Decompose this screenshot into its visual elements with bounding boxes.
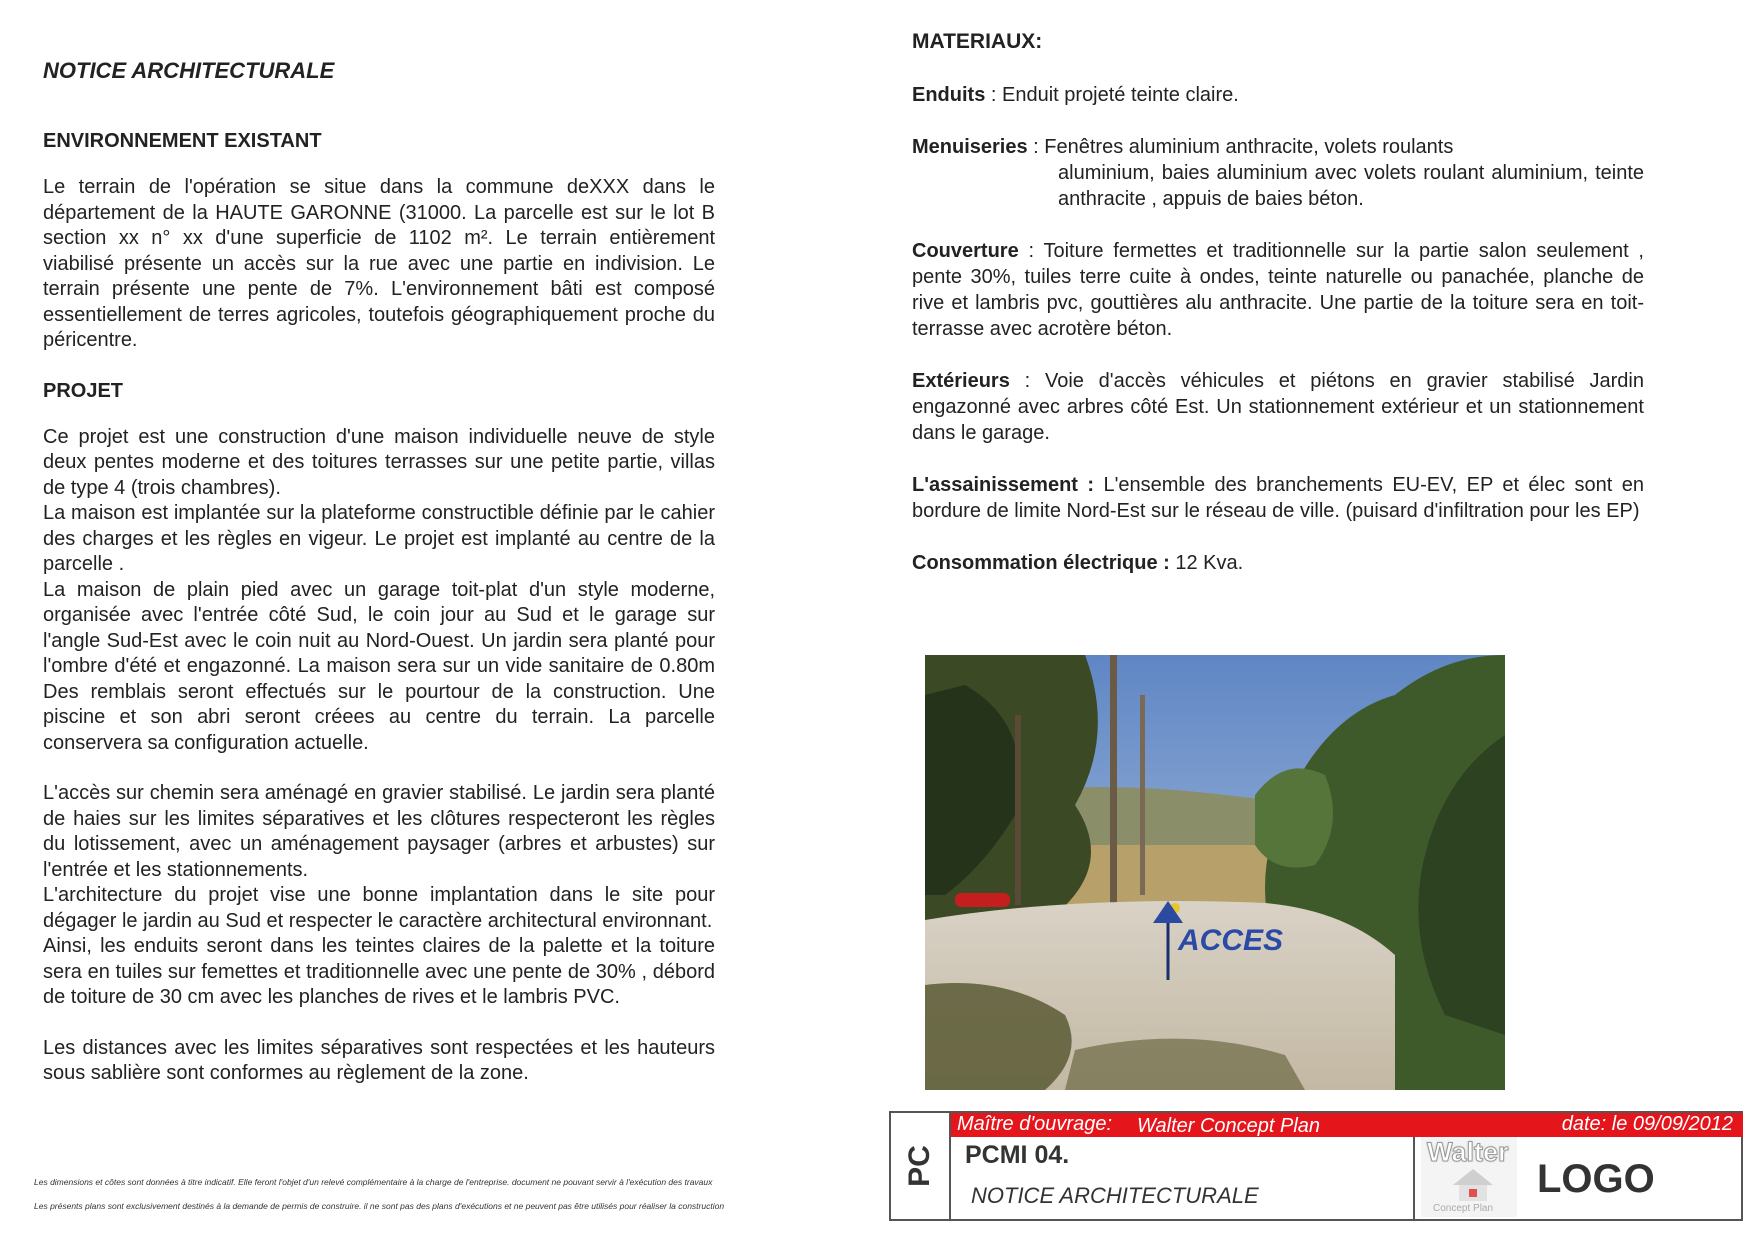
acces-label: ACCES — [1178, 924, 1284, 957]
exterieurs-item — [912, 368, 1644, 446]
menuiseries-text: aluminium, baies aluminium avec volets roulant aluminium, teinte anthracite , appuis de baies béton. — [1058, 162, 1644, 210]
assainissement-text: L'ensemble des branchements EU-EV, EP et élec sont en bordure de limite Nord-Est sur le réseau de ville. (puisard d'infiltration pour les EP) — [912, 474, 1644, 522]
pc-box — [891, 1113, 951, 1219]
projet-paragraph: Ce projet est une construction d'une maison individuelle neuve de style deux pentes moderne et des toitures terrasses sur une petite partie, villas de type 4 (trois chambres). — [43, 425, 715, 499]
projet-paragraph: Les distances avec les limites séparatives sont respectées et les hauteurs sous sablière sont conformes au règlement de la zone. — [43, 1036, 715, 1084]
materiaux-title: MATERIAUX: — [912, 30, 1043, 53]
enduits-text: : Enduit projeté teinte claire. — [985, 84, 1239, 106]
menuiseries-text: : Fenêtres aluminium anthracite, volets roulants — [1027, 136, 1454, 158]
consommation-text: 12 Kva. — [1169, 552, 1244, 574]
assainissement-label: L'assainissement : — [912, 474, 1095, 496]
disclaimer-line: Les présents plans sont exclusivement destinés à la demande de permis de construire. il ne sont pas des plans d'exécutions et ne peuvent pas être utilisés pour réaliser la construction — [34, 1201, 725, 1211]
walter-logo-sub: Concept Plan — [1433, 1203, 1494, 1214]
document-reference: PCMI 04. — [965, 1141, 1070, 1169]
couverture-label: Couverture — [912, 240, 1019, 262]
walter-logo — [1421, 1137, 1517, 1217]
title-block — [889, 1111, 1743, 1221]
disclaimer-line: Les dimensions et côtes sont données à titre indicatif. Elle feront l'objet d'un relevé complémentaire à la charge de l'entreprise. document ne pouvant servir à l'exécution des travaux — [34, 1177, 713, 1187]
projet-paragraph: L'architecture du projet vise une bonne implantation dans le site pour dégager le jardin au Sud et respecter le caractère architectural environnant. — [43, 884, 715, 932]
projet-paragraph: L'accès sur chemin sera aménagé en gravier stabilisé. Le jardin sera planté de haies sur les limites séparatives et les clôtures respecteront les règles du lotissement, avec un aménagement paysager (arbres et arbustes) sur l'entrée et les stationnements. — [43, 782, 715, 881]
right-column — [912, 30, 1644, 602]
pc-label: PC — [903, 1145, 936, 1187]
projet-paragraph: La maison de plain pied avec un garage toit-plat d'un style moderne, organisée avec l'entrée côté Sud, le coin jour au Sud et le garage sur l'angle Sud-Est avec le coin nuit au Nord-Ouest. Un jardin sera planté pour l'ombre d'été et engazonné. La maison sera sur un vide sanitaire de 0.80m Des remblais seront effectués sur le pourtour de la construction. Une piscine et son abri seront créees au centre du terrain. La parcelle conservera sa configuration actuelle. — [43, 578, 715, 754]
couverture-text: : Toiture fermettes et traditionnelle sur la partie salon seulement , pente 30%, tuiles terre cuite à ondes, teinte naturelle ou panachée, planche de rive et lambris pvc, gouttières alu anthracite. Une partie de la toiture sera en toit-terrasse avec acrotère béton. — [912, 240, 1644, 340]
house-icon — [1451, 1167, 1495, 1203]
projet-paragraph: La maison est implantée sur la plateforme constructible définie par le cahier des charges et les règles en vigeur. Le projet est implanté au centre de la parcelle . — [43, 502, 715, 575]
site-photo — [925, 655, 1505, 1090]
logo-box — [1413, 1137, 1745, 1219]
projet-heading: PROJET — [43, 379, 124, 402]
title-block-subtitle: NOTICE ARCHITECTURALE — [971, 1183, 1259, 1208]
maitre-label: Maître d'ouvrage: — [957, 1113, 1113, 1135]
site-photo-illustration — [925, 655, 1505, 1090]
menuiseries-label: Menuiseries — [912, 136, 1028, 158]
environment-text: Le terrain de l'opération se situe dans la commune deXXX dans le département de la HAUTE GARONNE (31000. La parcelle est sur le lot B section xx n° xx d'une superficie de 1102 m². Le terrain entièrement viabilisé présente un accès sur la rue avec une partie en indivision. Le terrain présente une pente de 7%. L'environnement bâti est composé essentiellement de terres agricoles, toutefois géographiquement proche du péricentre. — [43, 176, 715, 351]
consommation-item — [912, 550, 1644, 576]
enduits-label: Enduits — [912, 84, 986, 106]
title-block-header — [951, 1113, 1743, 1137]
left-column — [43, 52, 715, 1087]
exterieurs-label: Extérieurs — [912, 370, 1010, 392]
assainissement-item — [912, 472, 1644, 524]
logo-text: LOGO — [1537, 1157, 1655, 1201]
environment-heading: ENVIRONNEMENT EXISTANT — [43, 130, 322, 152]
date-label: date: le 09/09/2012 — [1561, 1113, 1733, 1135]
exterieurs-text: : Voie d'accès véhicules et piétons en gravier stabilisé Jardin engazonné avec arbres côté Est. Un stationnement extérieur et un stationnement dans le garage. — [912, 370, 1644, 444]
document-title: NOTICE ARCHITECTURALE — [43, 58, 335, 83]
enduits-item — [912, 82, 1644, 108]
couverture-item — [912, 238, 1644, 342]
consommation-label: Consommation électrique : — [912, 552, 1170, 574]
projet-paragraph: Ainsi, les enduits seront dans les teintes claires de la palette et la toiture sera en tuiles sur femettes et traditionnelle avec une pente de 30% , débord de toiture de 30 cm avec les planches de rives et le lambris PVC. — [43, 935, 715, 1008]
walter-logo-word: Walter — [1427, 1137, 1509, 1167]
maitre-value: Walter Concept Plan — [1137, 1115, 1321, 1137]
menuiseries-item — [912, 134, 1644, 212]
